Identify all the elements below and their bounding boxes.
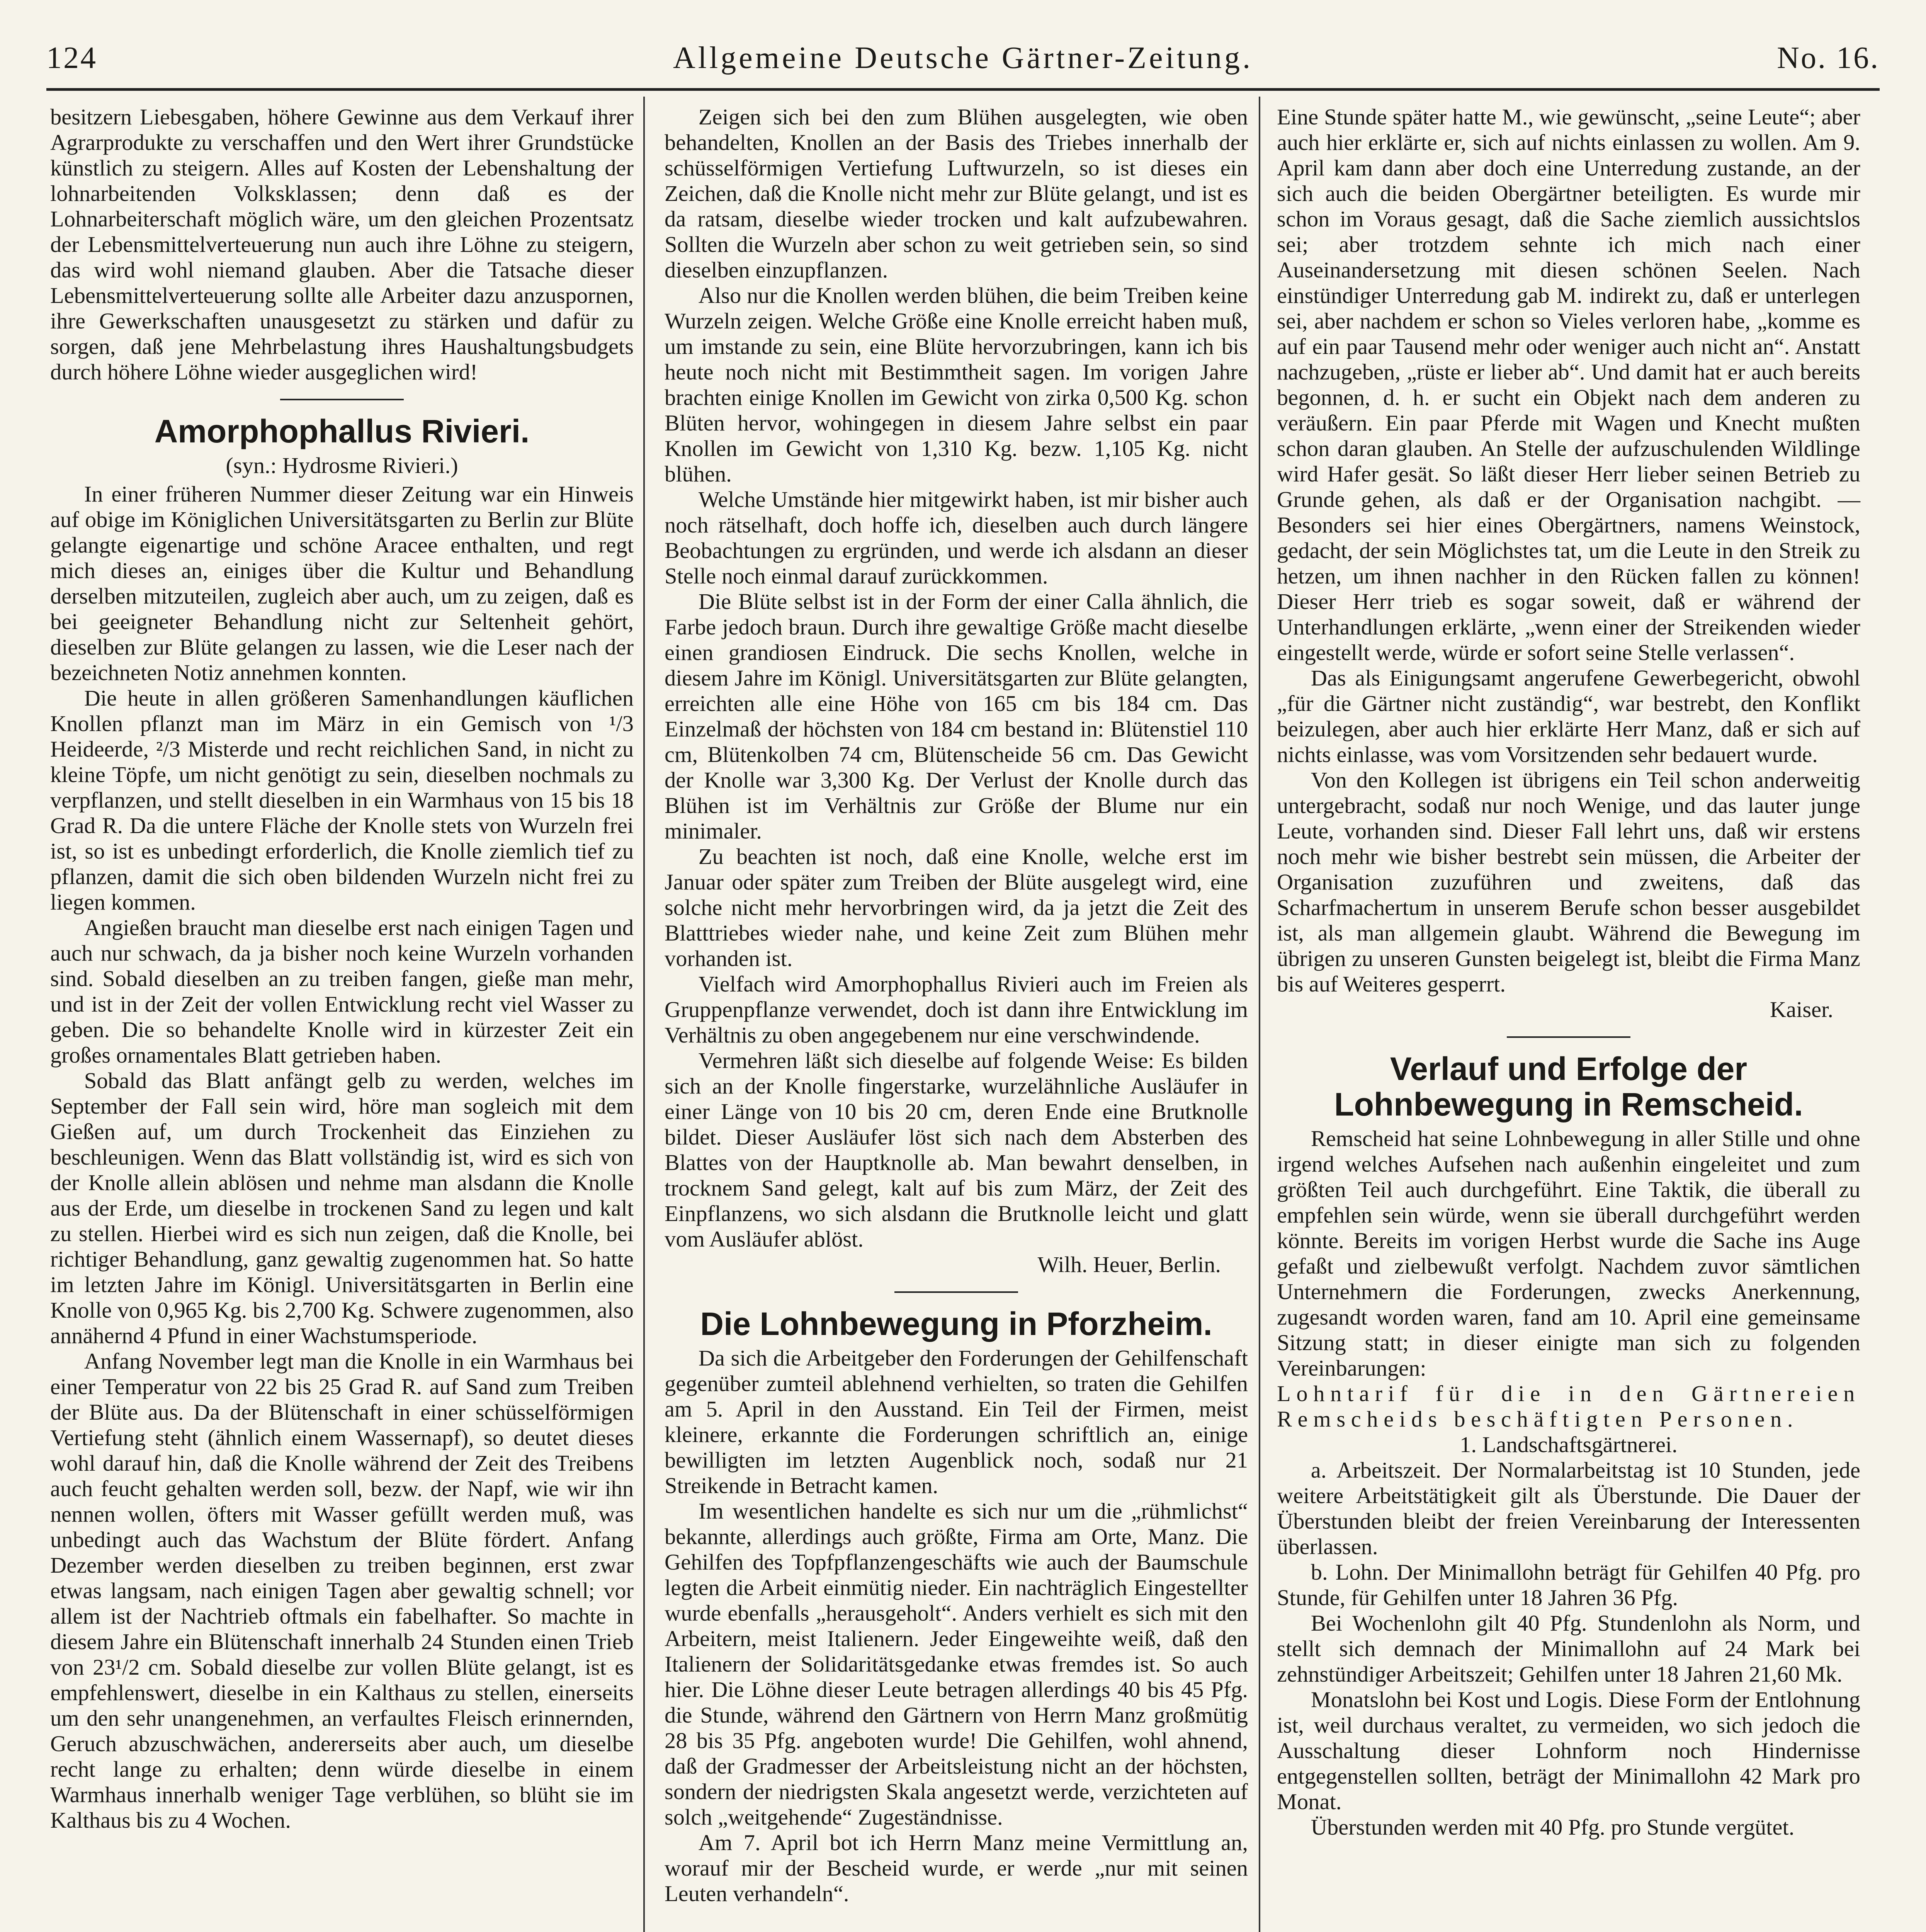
article-paragraph: Überstunden werden mit 40 Pfg. pro Stunde vergütet. xyxy=(1311,1815,1795,1840)
article-heading: Verlauf und Erfolge der Lohnbewegung in Remscheid. xyxy=(1334,1051,1803,1122)
article-paragraph: besitzern Liebesgaben, höhere Gewinne aus dem Verkauf ihrer Agrarprodukte zu verschaffen und den Wert ihrer Grundstücke künstlich zu steigern. Alles auf Kosten der Lebenshaltung der lohnarbeitenden Volksklassen; denn daß es der Lohnarbeiterschaft möglich wäre, um den gleichen Prozentsatz der Lebensmittelverteuerung nun auch ihre Löhne zu steigern, das wird wohl niemand glauben. Aber die Tatsache dieser Lebensmittelverteuerung sollte alle Arbeiter dazu anzuspornen, ihre Gewerkschaften unausgesetzt zu stärken und dafür zu sorgen, daß jene Mehrbelastung ihres Haushaltungsbudgets durch höhere Löhne wieder ausgeglichen wird! xyxy=(50,104,634,384)
article-paragraph: Am 7. April bot ich Herrn Manz meine Vermittlung an, worauf mir der Bescheid wurde, er werde „nur mit seinen Leuten verhandeln“. xyxy=(665,1830,1248,1906)
article-heading: Die Lohnbewegung in Pforzheim. xyxy=(700,1306,1212,1342)
article-paragraph: Vermehren läßt sich dieselbe auf folgende Weise: Es bilden sich an der Knolle fingerstarke, wurzelähnliche Ausläufer in einer Länge von 10 bis 20 cm, deren Ende eine Brutknolle bildet. Dieser Ausläufer löst sich nach dem Absterben des Blattes von der Hauptknolle ab. Man bewahrt denselben, in trocknem Sand gelegt, kalt auf bis zum März, der Zeit des Einpflanzens, wo sich alsdann die Brutknolle leicht und glatt vom Ausläufer ablöst. xyxy=(665,1048,1248,1252)
article-paragraph: Die Blüte selbst ist in der Form der einer Calla ähnlich, die Farbe jedoch braun. Durch ihre gewaltige Größe macht dieselbe einen grandiosen Eindruck. Die sechs Knollen, welche in diesem Jahre im Königl. Universitätsgarten zur Blüte gelangten, erreichten alle eine Höhe von 165 cm bis 184 cm. Das Einzelmaß der höchsten von 184 cm bestand in: Blütenstiel 110 cm, Blütenkolben 74 cm, Blütenscheide 56 cm. Das Gewicht der Knolle war 3,300 Kg. Der Verlust der Knolle durch das Blühen ist im Verhältnis zur Größe der Blume nur ein minimaler. xyxy=(665,589,1248,844)
article-paragraph: Von den Kollegen ist übrigens ein Teil schon anderweitig untergebracht, sodaß nur noch Wenige, und das lauter junge Leute, vorhanden sind. Dieser Fall lehrt uns, daß wir erstens noch mehr wie bisher bestrebt sein müssen, die Arbeiter der Organisation zuzuführen und zweitens, daß das Scharfmachertum in unserem Berufe schon besser ausgebildet ist, als man allgemein glaubt. Während die Bewegung im übrigen zu unseren Gunsten beigelegt ist, bleibt die Firma Manz bis auf Weiteres gesperrt. xyxy=(1277,767,1860,997)
page-header xyxy=(46,37,1880,83)
article-synonym: (syn.: Hydrosme Rivieri.) xyxy=(226,453,458,478)
article-paragraph: Da sich die Arbeitgeber den Forderungen der Gehilfenschaft gegenüber zumteil ablehnend verhielten, so traten die Gehilfen am 5. April in den Ausstand. Ein Teil der Firmen, meist kleinere, erkannte die Forderungen schriftlich an, einige bewilligten im letzten Augenblick noch, sodaß nur 21 Streikende in Betracht kamen. xyxy=(665,1345,1248,1498)
page-number: 124 xyxy=(46,41,97,75)
section-rule xyxy=(1507,1036,1630,1038)
article-paragraph: Angießen braucht man dieselbe erst nach einigen Tagen und auch nur schwach, da ja bisher noch keine Wurzeln vorhanden sind. Sobald dieselben an zu treiben fangen, gieße man mehr, und ist in der Zeit der vollen Entwicklung recht viel Wasser zu geben. Die so behandelte Knolle wird in kürzester Zeit ein großes ornamentales Blatt getrieben haben. xyxy=(50,915,634,1068)
article-paragraph: Im wesentlichen handelte es sich nur um die „rühmlichst“ bekannte, allerdings auch größte, Firma am Orte, Manz. Die Gehilfen des Topfpflanzengeschäfts wie auch der Baumschule legten die Arbeit einmütig nieder. Ein nachträglich Eingestellter wurde ebenfalls „herausgeholt“. Anders verhielt es sich mit den Arbeitern, meist Italienern. Jeder Eingeweihte weiß, daß den Italienern der Solidaritätsgedanke etwas fremdes ist. So auch hier. Die Löhne dieser Leute betragen allerdings 40 bis 45 Pfg. die Stunde, während den Gärtnern von Herrn Manz großmütig 28 bis 35 Pfg. angeboten wurde! Die Gehilfen, wohl ahnend, daß der Gradmesser der Arbeitsleistung nicht an der höchsten, sondern der niedrigsten Skala angesetzt werde, verzichteten auf solch „weitgehende“ Zugeständnisse. xyxy=(665,1498,1248,1830)
column-2 xyxy=(665,104,1248,1906)
journal-title: Allgemeine Deutsche Gärtner-Zeitung. xyxy=(673,41,1253,75)
column-divider xyxy=(1259,97,1260,1932)
article-paragraph: Bei Wochenlohn gilt 40 Pfg. Stundenlohn als Norm, und stellt sich demnach der Minimallohn auf 24 Mark bei zehnstündiger Arbeitszeit; Gehilfen unter 18 Jahren 21,60 Mk. xyxy=(1277,1611,1860,1687)
article-paragraph: Eine Stunde später hatte M., wie gewünscht, „seine Leute“; aber auch hier erklärte er, sich auf nichts einlassen zu wollen. Am 9. April kam dann aber doch eine Unterredung zustande, an der sich auch die beiden Obergärtner beteiligten. Es wurde mir schon im Voraus gesagt, daß die Sache ziemlich aussichtslos sei; aber trotzdem sehnte ich mich nach einer Auseinandersetzung mit diesen schönen Seelen. Nach einstündiger Unterredung gab M. indirekt zu, daß er unterlegen sei, aber nachdem er schon so Vieles verloren habe, „komme es auf ein paar Tausend mehr oder weniger auch nicht an“. Anstatt nachzugeben, „rüste er lieber ab“. Und damit hat er auch bereits begonnen, d. h. er sucht ein Objekt nach dem anderen zu veräußern. Ein paar Pferde mit Wagen und Knecht mußten schon daran glauben. An Stelle der aufzuschulenden Wildlinge wird Hafer gesät. So läßt dieser Herr lieber seinen Betrieb zu Grunde gehen, als daß er der Organisation nachgibt. — Besonders sei hier eines Obergärtners, namens Weinstock, gedacht, der sein Möglichstes tat, um die Leute in den Streik zu hetzen, um ihnen nachher in den Rücken fallen zu können! Dieser Herr trieb es sogar soweit, daß er während der Unterhandlungen erklärte, „wenn einer der Streikenden wieder eingestellt werde, würde er sofort seine Stelle verlassen“. xyxy=(1277,104,1860,665)
issue-number: No. 16. xyxy=(1777,41,1880,75)
article-paragraph: Das als Einigungsamt angerufene Gewerbegericht, obwohl „für die Gärtner nicht zuständig“, war bestrebt, den Konflikt beizulegen, aber auch hier erklärte Herr Manz, daß er sich auf nichts einlasse, was vom Vorsitzenden sehr bedauert wurde. xyxy=(1277,665,1860,767)
article-heading: Amorphophallus Rivieri. xyxy=(154,413,530,449)
section-rule xyxy=(280,399,404,400)
column-3 xyxy=(1277,104,1860,1840)
column-1 xyxy=(50,104,634,1833)
article-paragraph: Zeigen sich bei den zum Blühen ausgelegten, wie oben behandelten, Knollen an der Basis des Triebes innerhalb der schüsselförmigen Vertiefung Luftwurzeln, so ist dieses ein Zeichen, daß die Knolle nicht mehr zur Blüte gelangt, und ist es da ratsam, dieselbe wieder trocken und kalt aufzubewahren. Sollten die Wurzeln aber schon zu weit getrieben sein, so sind dieselben einzupflanzen. xyxy=(665,104,1248,282)
article-paragraph: Welche Umstände hier mitgewirkt haben, ist mir bisher auch noch rätselhaft, doch hoffe ich, dieselben auch durch längere Beobachtungen zu ergründen, und werde ich alsdann an dieser Stelle noch einmal darauf zurückkommen. xyxy=(665,487,1248,588)
article-paragraph: In einer früheren Nummer dieser Zeitung war ein Hinweis auf obige im Königlichen Universitätsgarten zu Berlin zur Blüte gelangte eigenartige und schöne Aracee enthalten, und regt mich dieses an, einiges über die Kultur und Behandlung derselben mitzuteilen, zugleich aber auch, um zu zeigen, daß es bei geeigneter Behandlung nicht zur Seltenheit gehört, dieselben zur Blüte gelangen zu lassen, wie die Leser nach der bezeichneten Notiz annehmen konnten. xyxy=(50,481,634,685)
article-paragraph: Die heute in allen größeren Samenhandlungen käuflichen Knollen pflanzt man im März in ein Gemisch von ¹/3 Heideerde, ²/3 Misterde und recht reichlichen Sand, in nicht zu kleine Töpfe, um nicht genötigt zu sein, dieselben nochmals zu verpflanzen, und stellt dieselben in ein Warmhaus von 15 bis 18 Grad R. Da die untere Fläche der Knolle stets von Wurzeln frei ist, so ist es unbedingt erforderlich, die Knolle ziemlich tief zu pflanzen, damit die sich oben bildenden Wurzeln nicht frei zu liegen kommen. xyxy=(50,685,634,915)
article-paragraph: a. Arbeitszeit. Der Normalarbeitstag ist 10 Stunden, jede weitere Arbeitstätigkeit gilt als Überstunde. Die Dauer der Überstunden bleibt der freien Vereinbarung der Interessenten überlassen. xyxy=(1277,1458,1860,1559)
section-rule xyxy=(894,1291,1018,1293)
article-paragraph: Monatslohn bei Kost und Logis. Diese Form der Entlohnung ist, weil durchaus veraltet, zu vermeiden, wo sich jedoch die Ausschaltung dieser Lohnform noch Hindernisse entgegenstellen sollten, beträgt der Minimallohn 42 Mark pro Monat. xyxy=(1277,1687,1860,1814)
article-paragraph: Zu beachten ist noch, daß eine Knolle, welche erst im Januar oder später zum Treiben der Blüte ausgelegt wird, eine solche nicht mehr hervorbringen wird, da ja jetzt die Zeit des Blatttriebes wieder nahe, und keine Zeit zum Blühen mehr vorhanden ist. xyxy=(665,844,1248,971)
tariff-section: 1. Landschaftsgärtnerei. xyxy=(1460,1432,1678,1457)
header-rule xyxy=(46,88,1880,91)
article-paragraph: Sobald das Blatt anfängt gelb zu werden, welches im September der Fall sein wird, höre man sogleich mit dem Gießen auf, um durch Trockenheit das Einziehen zu beschleunigen. Wenn das Blatt vollständig ist, wird es sich von der Knolle allein ablösen und nehme man alsdann die Knolle aus der Erde, um dieselbe in trockenen Sand zu legen und kalt zu stellen. Hierbei wird es sich nun zeigen, daß die Knolle, bei richtiger Behandlung, ganz gewaltig zugenommen hat. So hatte im letzten Jahre im Königl. Universitätsgarten in Berlin eine Knolle von 0,965 Kg. bis 2,700 Kg. Schwere zugenommen, also annähernd 4 Pfund in einer Wachstumsperiode. xyxy=(50,1068,634,1348)
article-paragraph: Vielfach wird Amorphophallus Rivieri auch im Freien als Gruppenpflanze verwendet, doch ist dann ihre Entwicklung im Verhältnis zu oben angegebenem nur eine verschwindende. xyxy=(665,971,1248,1048)
author-signature: Kaiser. xyxy=(1770,997,1833,1022)
article-paragraph: b. Lohn. Der Minimallohn beträgt für Gehilfen 40 Pfg. pro Stunde, für Gehilfen unter 18 Jahren 36 Pfg. xyxy=(1277,1560,1860,1610)
column-divider xyxy=(643,97,645,1932)
tariff-title: Lohntarif für die in den Gärtnereien Remscheids beschäftigten Personen. xyxy=(1277,1381,1860,1432)
article-paragraph: Anfang November legt man die Knolle in ein Warmhaus bei einer Temperatur von 22 bis 25 Grad R. auf Sand zum Treiben der Blüte aus. Da der Blütenschaft in einer schüsselförmigen Vertiefung steht (ähnlich einem Wassernapf), so deutet dieses wohl darauf hin, daß die Knolle während der Zeit des Treibens auch feucht gehalten werden soll, bezw. der Napf, wie wir ihn nennen wollen, öfters mit Wasser gefüllt werden muß, was unbedingt auch das Wachstum der Blüte fördert. Anfang Dezember werden dieselben zu treiben beginnen, erst zwar etwas langsam, nach einigen Tagen aber gewaltig schnell; vor allem ist der Nachtrieb oftmals ein fabelhafter. So machte in diesem Jahre ein Blütenschaft innerhalb 24 Stunden einen Trieb von 23¹/2 cm. Sobald dieselbe zur vollen Blüte gelangt, ist es empfehlenswert, dieselbe in ein Kalthaus zu stellen, einerseits um den sehr unangenehmen, an verfaultes Fleisch erinnernden, Geruch abzuschwächen, andererseits aber auch, um dieselbe recht lange zu erhalten; denn würde dieselbe in einem Warmhaus innerhalb weniger Tage verblühen, so blüht sie im Kalthaus bis zu 4 Wochen. xyxy=(50,1349,634,1833)
article-paragraph: Remscheid hat seine Lohnbewegung in aller Stille und ohne irgend welches Aufsehen nach außenhin eingeleitet und zum größten Teil auch durchgeführt. Eine Taktik, die überall zu empfehlen sein würde, wenn sie überall durchgeführt werden könnte. Bereits im vorigen Herbst wurde die Sache ins Auge gefaßt und zielbewußt verfolgt. Nachdem zuvor sämtlichen Unternehmern die Forderungen, zwecks Anerkennung, zugesandt worden waren, fand am 10. April eine gemeinsame Sitzung statt; in dieser einigte man sich zu folgenden Vereinbarungen: xyxy=(1277,1126,1860,1381)
article-paragraph: Also nur die Knollen werden blühen, die beim Treiben keine Wurzeln zeigen. Welche Größe eine Knolle erreicht haben muß, um imstande zu sein, eine Blüte hervorzubringen, kann ich bis heute noch nicht mit Bestimmtheit sagen. Im vorigen Jahre brachten einige Knollen im Gewicht von zirka 0,500 Kg. schon Blüten hervor, wohingegen in diesem Jahre selbst ein paar Knollen im Gewicht von 1,310 Kg. bezw. 1,105 Kg. nicht blühen. xyxy=(665,283,1248,486)
author-signature: Wilh. Heuer, Berlin. xyxy=(1037,1252,1221,1277)
